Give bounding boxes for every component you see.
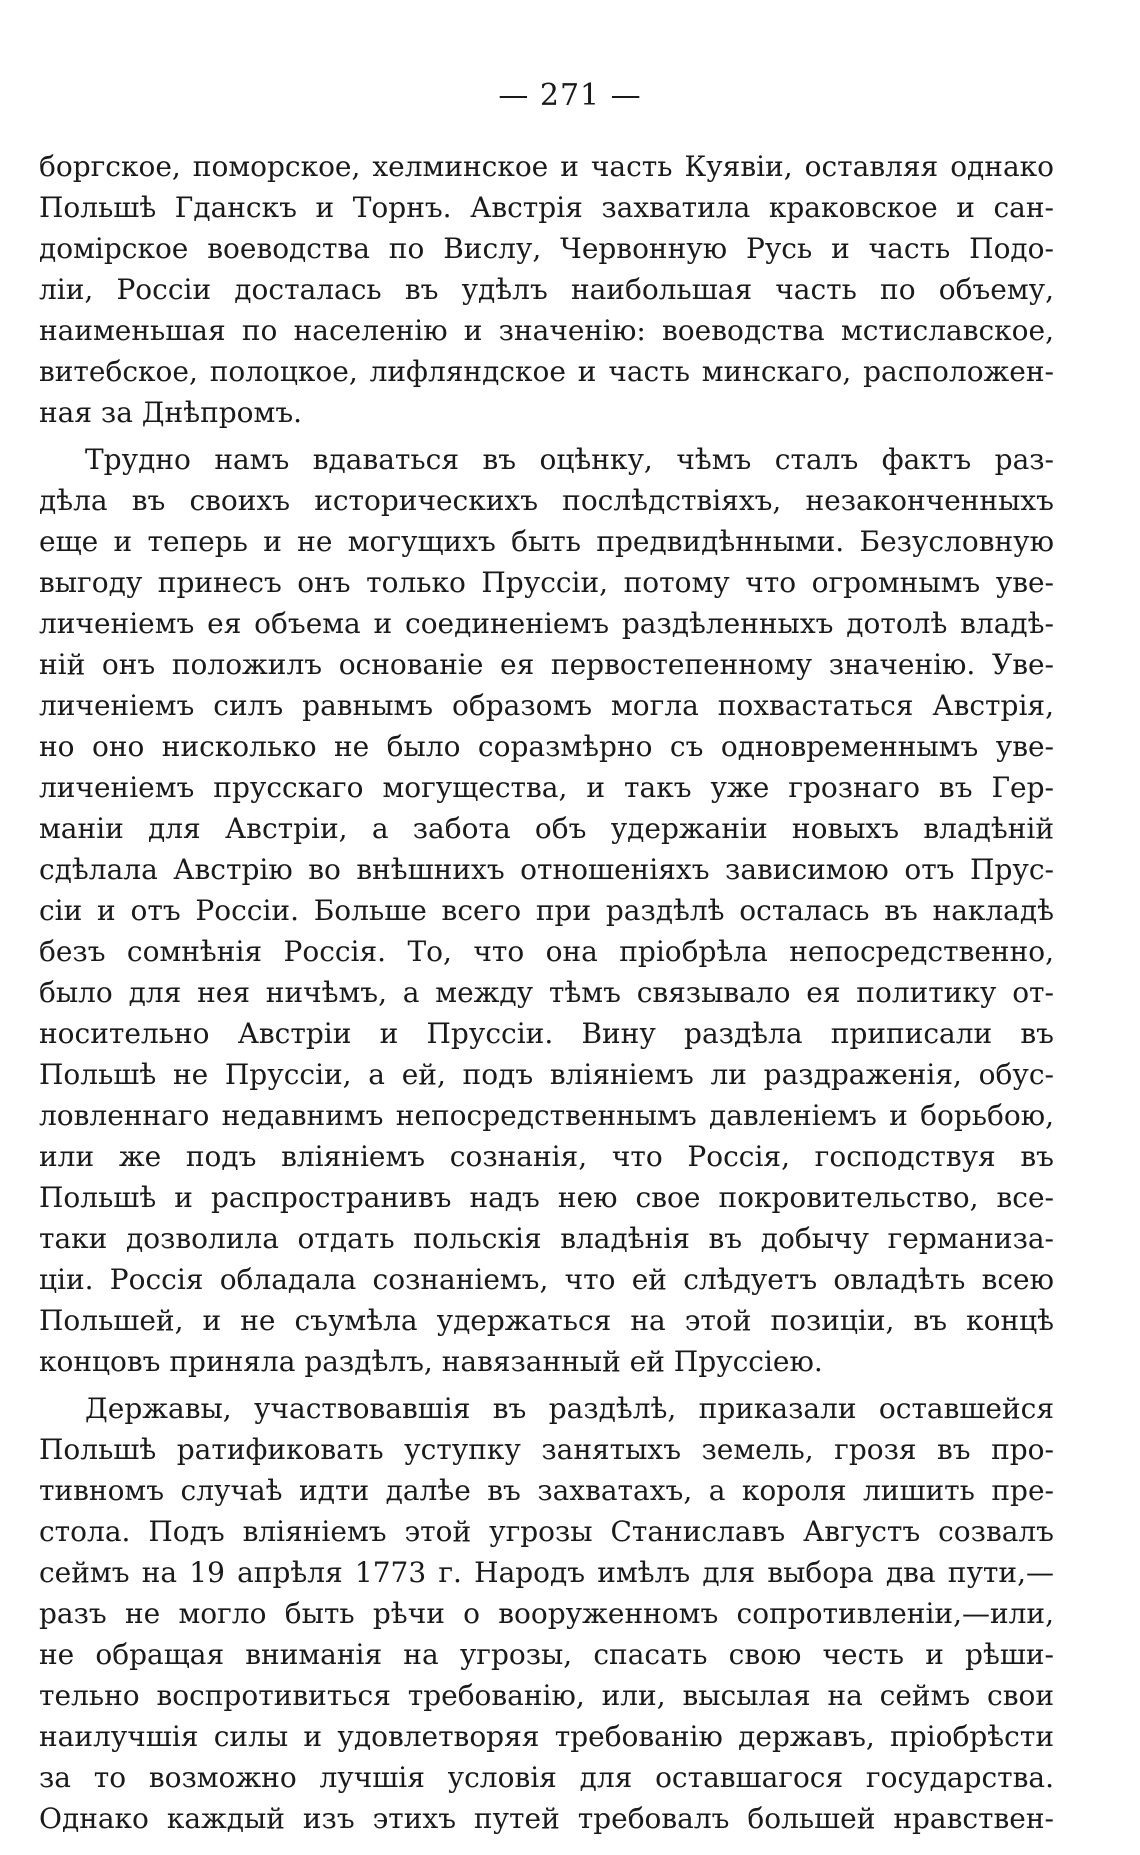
text-line: но оно нисколько не было соразмѣрно съ одновременнымъ уве- [39,730,1054,763]
page-number: — 271 — [498,78,642,113]
text-line: витебское, полоцкое, лифляндское и часть минскаго, расположен- [39,355,1054,388]
paragraph-2 [39,439,1054,1382]
text-line: боргское, поморское, хелминское и часть Куявіи, оставляя однако [39,150,1054,183]
text-line: Державы, участвовавшія въ раздѣлѣ, приказали оставшейся [85,1392,1054,1425]
text-line: безъ сомнѣнія Россія. То, что она пріобрѣла непосредственно, [39,935,1054,968]
text-line: тельно воспротивиться требованію, или, высылая на сеймъ свои [39,1679,1054,1712]
text-line: домірское воеводства по Вислу, Червонную Русь и часть Подо- [39,232,1054,265]
text-line: выгоду принесъ онъ только Пруссіи, потому что огромнымъ уве- [39,566,1054,599]
text-line: было для нея ничѣмъ, а между тѣмъ связывало ея политику от- [39,976,1054,1009]
text-line: концовъ приняла раздѣлъ, навязанный ей Пруссіею. [39,1345,823,1378]
text-line: сеймъ на 19 апрѣля 1773 г. Народъ имѣлъ для выбора два пути,— [39,1556,1054,1589]
text-line: Трудно намъ вдаваться въ оцѣнку, чѣмъ сталъ фактъ раз- [85,443,1054,476]
text-line: тивномъ случаѣ идти далѣе въ захватахъ, а короля лишить пре- [39,1474,1054,1507]
text-line: сдѣлала Австрію во внѣшнихъ отношеніяхъ зависимою отъ Прус- [39,853,1054,886]
text-line: таки дозволила отдать польскія владѣнія въ добычу германиза- [39,1222,1054,1255]
text-line: не обращая вниманія на угрозы, спасать свою честь и рѣши- [39,1638,1054,1671]
text-line: личеніемъ ея объема и соединеніемъ раздѣленныхъ дотолѣ владѣ- [39,607,1054,640]
text-line: личеніемъ прусскаго могущества, и такъ уже грознаго въ Гер- [39,771,1054,804]
paragraph-3 [39,1388,1054,1839]
text-line: стола. Подъ вліяніемъ этой угрозы Станиславъ Августъ созвалъ [39,1515,1054,1548]
text-line: или же подъ вліяніемъ сознанія, что Россія, господствуя въ [39,1140,1054,1173]
text-line: личеніемъ силъ равнымъ образомъ могла похвастаться Австрія, [39,689,1054,722]
text-line: ліи, Россіи досталась въ удѣлъ наибольшая часть по объему, [39,273,1054,306]
text-line: Однако каждый изъ этихъ путей требовалъ большей нравствен- [39,1802,1054,1835]
text-line: разъ не могло быть рѣчи о вооруженномъ сопротивленіи,—или, [39,1597,1054,1630]
text-line: наименьшая по населенію и значенію: воеводства мстиславское, [39,314,1054,347]
body-text [39,146,1054,1839]
text-line: Польшѣ ратификовать уступку занятыхъ земель, грозя въ про- [39,1433,1054,1466]
text-line: ній онъ положилъ основаніе ея первостепенному значенію. Уве- [39,648,1054,681]
text-line: маніи для Австріи, а забота объ удержаніи новыхъ владѣній [39,812,1054,845]
text-line: сіи и отъ Россіи. Больше всего при раздѣлѣ осталась въ накладѣ [39,894,1054,927]
text-line: ціи. Россія обладала сознаніемъ, что ей слѣдуетъ овладѣть всею [39,1263,1054,1296]
text-line: наилучшія силы и удовлетворяя требованію державъ, пріобрѣсти [39,1720,1054,1753]
text-line: дѣла въ своихъ историческихъ послѣдствіяхъ, незаконченныхъ [39,484,1054,517]
text-line: носительно Австріи и Пруссіи. Вину раздѣла приписали въ [39,1017,1054,1050]
text-line: еще и теперь и не могущихъ быть предвидѣнными. Безусловную [39,525,1054,558]
text-line: Польшѣ не Пруссіи, а ей, подъ вліяніемъ ли раздраженія, обус- [39,1058,1054,1091]
text-line: Польшѣ Гданскъ и Торнъ. Австрія захватила краковское и сан- [39,191,1054,224]
text-line: Польшѣ и распространивъ надъ нею свое покровительство, все- [39,1181,1054,1214]
paragraph-1 [39,146,1054,433]
text-line: за то возможно лучшія условія для оставшагося государства. [39,1761,1054,1794]
text-line: ная за Днѣпромъ. [39,396,303,429]
text-line: Польшей, и не съумѣла удержаться на этой позиціи, въ концѣ [39,1304,1054,1337]
text-line: ловленнаго недавнимъ непосредственнымъ давленіемъ и борьбою, [39,1099,1054,1132]
